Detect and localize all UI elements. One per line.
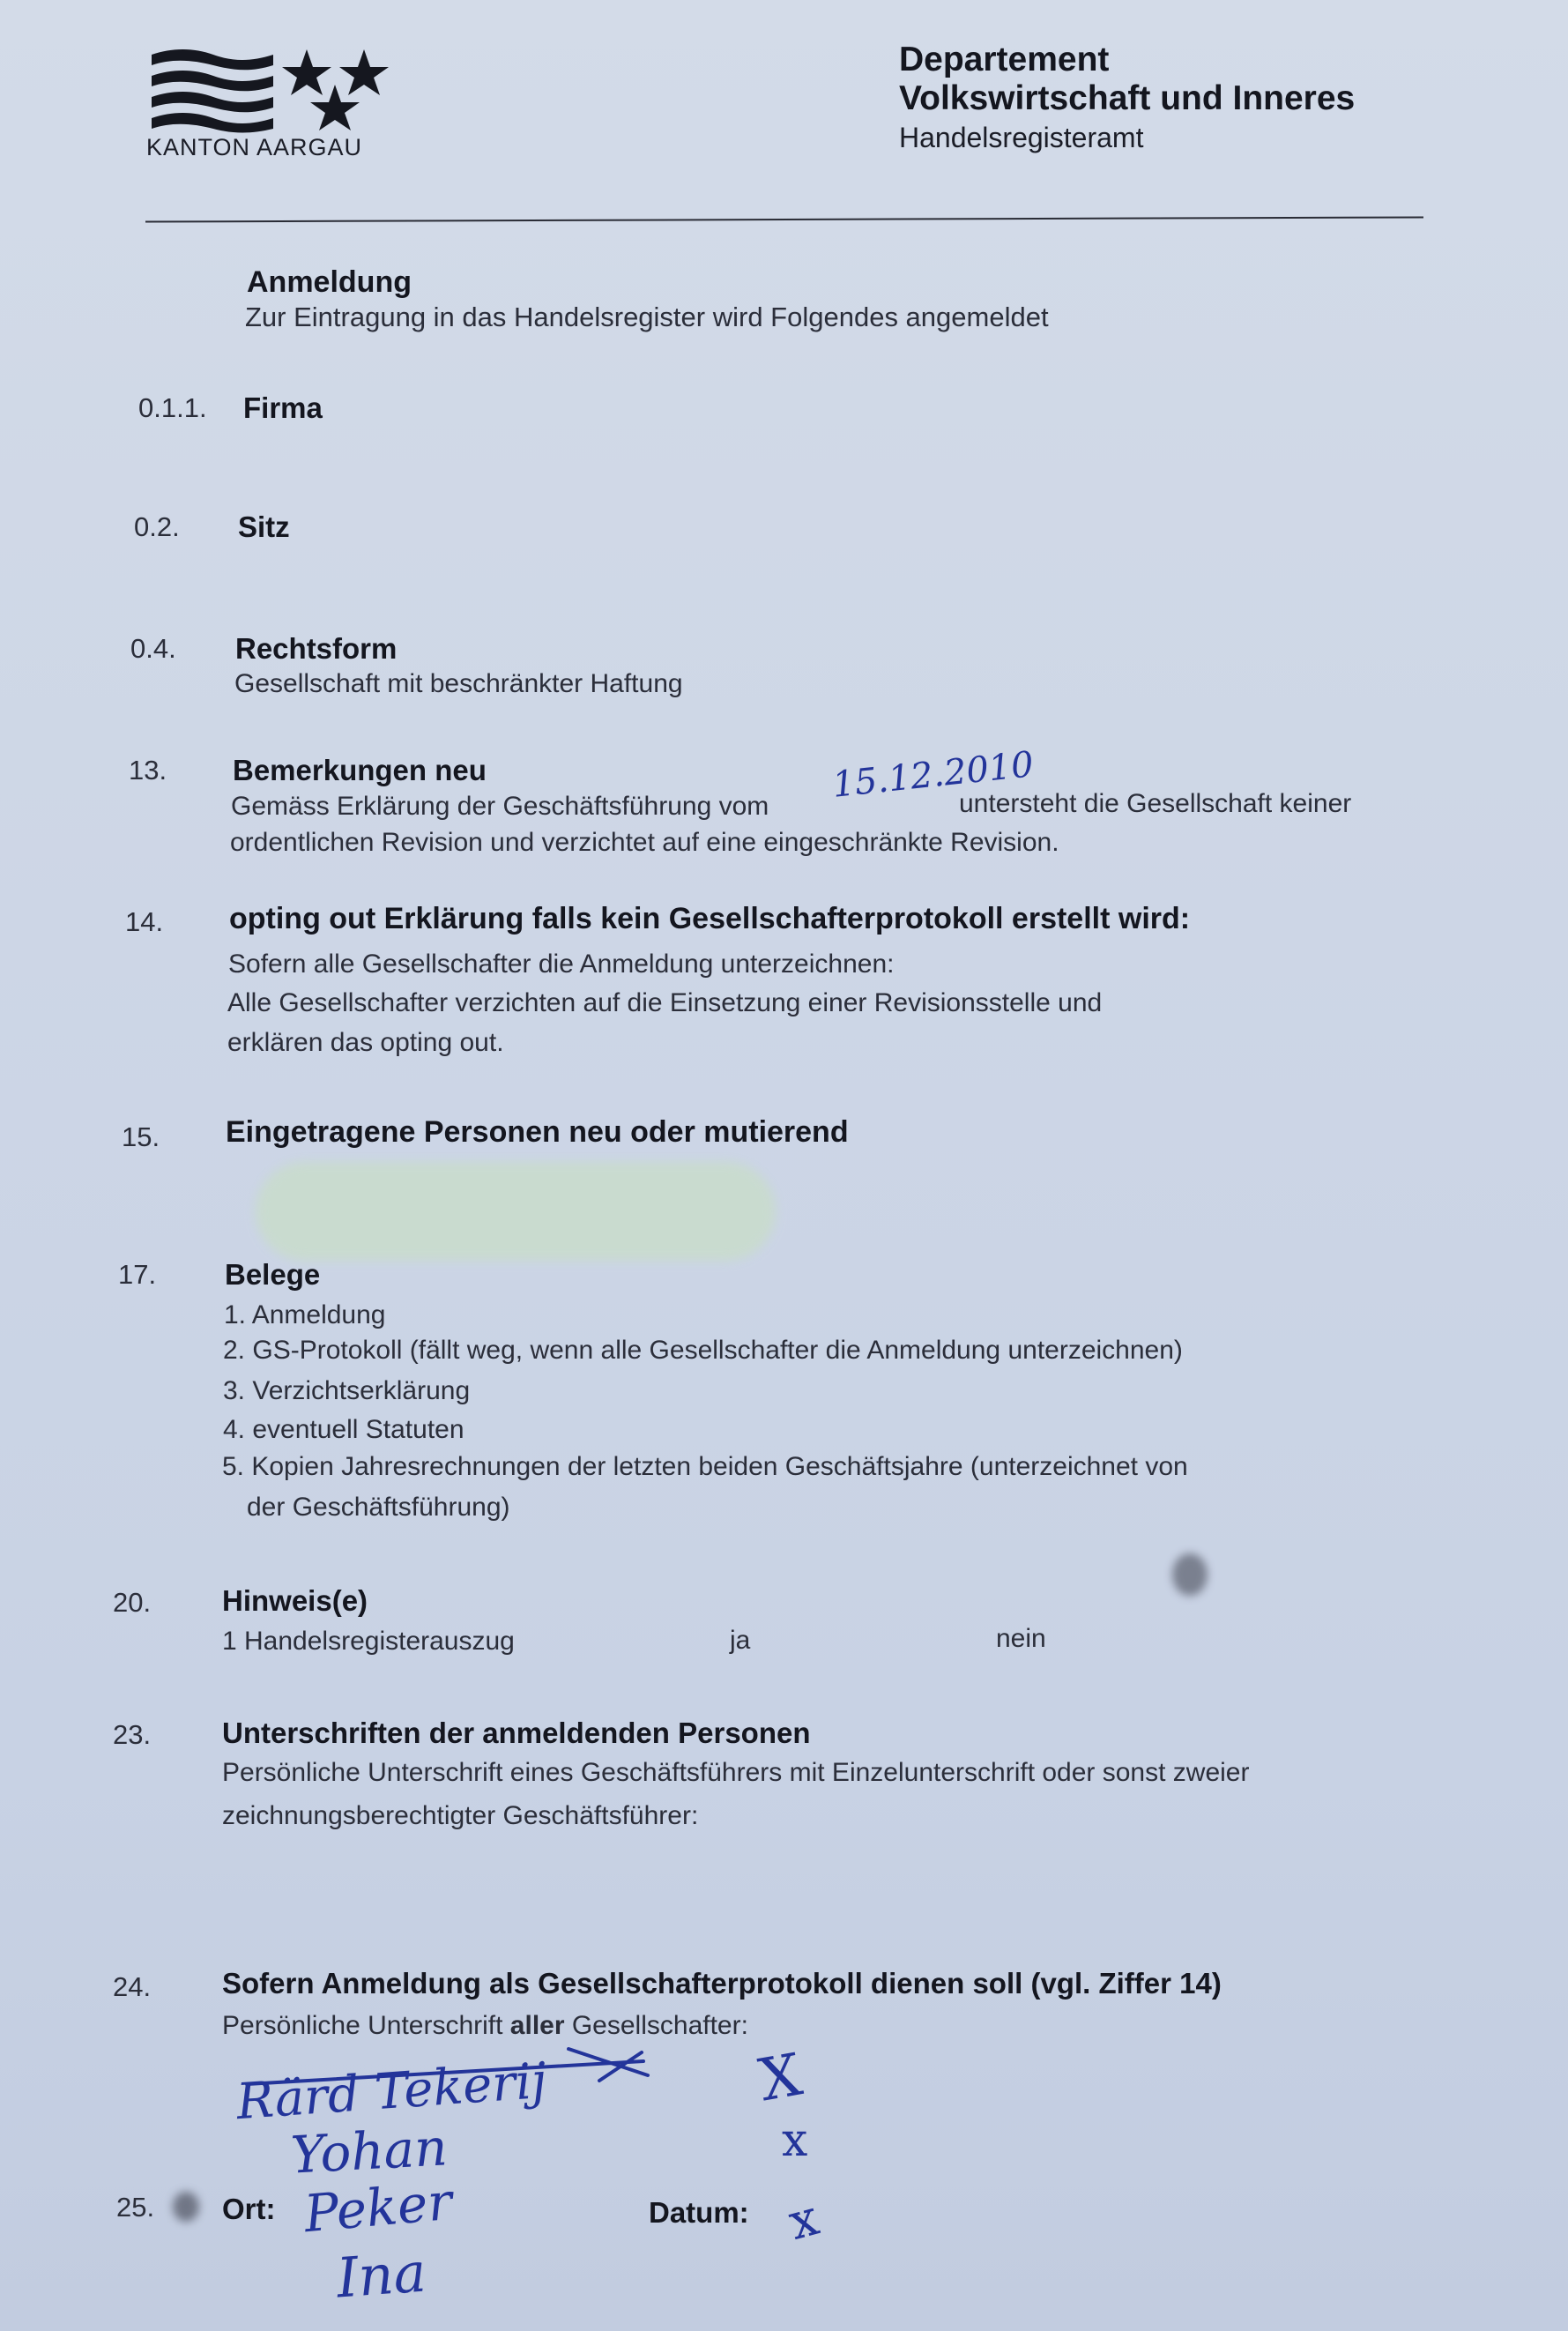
form-title: Anmeldung — [247, 265, 412, 299]
section-number: 14. — [125, 906, 164, 937]
signature-name-4: Ina — [334, 2239, 428, 2311]
section-number: 13. — [129, 755, 167, 786]
section-personen-title: Eingetragene Personen neu oder mutierend — [226, 1115, 849, 1149]
bemerkungen-text-end: untersteht die Gesellschaft keiner — [959, 789, 1352, 818]
belege-item: der Geschäftsführung) — [247, 1493, 510, 1522]
rechtsform-value: Gesellschaft mit beschränkter Haftung — [234, 669, 683, 698]
datum-label: Datum: — [649, 2196, 749, 2229]
department-office: Handelsregisteramt — [899, 122, 1144, 153]
belege-item: 2. GS-Protokoll (fällt weg, wenn alle Gesellschafter die Anmeldung unterzeichnen) — [223, 1336, 1183, 1365]
handwritten-cross-mark: x — [783, 2189, 825, 2252]
waves-stars-icon — [150, 46, 397, 134]
signature-name-3: Peker — [301, 2171, 455, 2245]
department-subtitle: Volkswirtschaft und Inneres — [899, 79, 1356, 117]
belege-item: 5. Kopien Jahresrechnungen der letzten beiden Geschäftsjahre (unterzeichnet von — [222, 1452, 1188, 1481]
ort-label: Ort: — [222, 2193, 276, 2225]
kanton-logo — [146, 46, 405, 160]
section-number: 0.4. — [130, 633, 176, 664]
unterschriften-text-line2: zeichnungsberechtigter Geschäftsführer: — [222, 1801, 699, 1830]
section-bemerkungen-title: Bemerkungen neu — [233, 754, 487, 786]
form-subtitle: Zur Eintragung in das Handelsregister wird Folgendes angemeldet — [245, 302, 1049, 332]
redaction-blot — [256, 1162, 776, 1261]
option-nein[interactable]: nein — [996, 1624, 1046, 1653]
signature-name-2: Yohan — [289, 2117, 450, 2186]
protokoll-text-end: Gesellschafter: — [564, 2011, 748, 2040]
opting-text-line1: Sofern alle Gesellschafter die Anmeldung unterzeichnen: — [228, 950, 895, 979]
bemerkungen-text-start: Gemäss Erklärung der Geschäftsführung vom — [231, 792, 769, 821]
header-divider — [145, 216, 1423, 222]
protokoll-text-bold: aller — [509, 2011, 565, 2040]
section-opting-title: opting out Erklärung falls kein Gesellschafterprotokoll erstellt wird: — [229, 902, 1191, 935]
protokoll-text-start: Persönliche Unterschrift — [222, 2011, 510, 2040]
hinweise-label: 1 Handelsregisterauszug — [222, 1627, 515, 1656]
handwritten-cross-mark: X — [754, 2040, 807, 2115]
belege-item: 3. Verzichtserklärung — [223, 1376, 471, 1405]
opting-text-line3: erklären das opting out. — [227, 1028, 504, 1057]
bemerkungen-text-line2: ordentlichen Revision und verzichtet auf eine eingeschränkte Revision. — [230, 828, 1059, 857]
section-sitz-title: Sitz — [238, 510, 290, 543]
section-number: 17. — [118, 1259, 157, 1290]
belege-item: 4. eventuell Statuten — [223, 1415, 464, 1444]
signature-name-1: Rärd Tekerij — [234, 2052, 549, 2132]
section-number: 20. — [113, 1587, 152, 1618]
section-number: 25. — [116, 2192, 155, 2223]
opting-text-line2: Alle Gesellschafter verzichten auf die Einsetzung einer Revisionsstelle und — [227, 988, 1103, 1017]
belege-item: 1. Anmeldung — [224, 1300, 386, 1329]
section-unterschriften-title: Unterschriften der anmeldenden Personen — [222, 1717, 811, 1749]
handwritten-cross-mark: x — [782, 2114, 808, 2167]
handwritten-date: 15.12.2010 — [830, 744, 1036, 806]
section-number: 0.1.1. — [138, 392, 207, 423]
section-rechtsform-title: Rechtsform — [235, 632, 398, 665]
section-hinweise-title: Hinweis(e) — [222, 1584, 368, 1617]
department-name: Departement — [899, 41, 1110, 78]
section-protokoll-title: Sofern Anmeldung als Gesellschafterprotokoll dienen soll (vgl. Ziffer 14) — [222, 1967, 1222, 2000]
section-belege-title: Belege — [225, 1258, 321, 1291]
logo-text: KANTON AARGAU — [146, 134, 363, 160]
option-ja[interactable]: ja — [730, 1626, 751, 1655]
section-number: 23. — [113, 1719, 152, 1750]
section-number: 15. — [122, 1121, 160, 1152]
section-number: 0.2. — [134, 511, 180, 542]
section-number: 24. — [113, 1971, 152, 2002]
ink-smudge — [1172, 1553, 1208, 1596]
ink-smudge — [173, 2192, 199, 2222]
unterschriften-text-line1: Persönliche Unterschrift eines Geschäftsführers mit Einzelunterschrift oder sonst zweier — [222, 1758, 1250, 1787]
section-firma-title: Firma — [243, 391, 323, 424]
